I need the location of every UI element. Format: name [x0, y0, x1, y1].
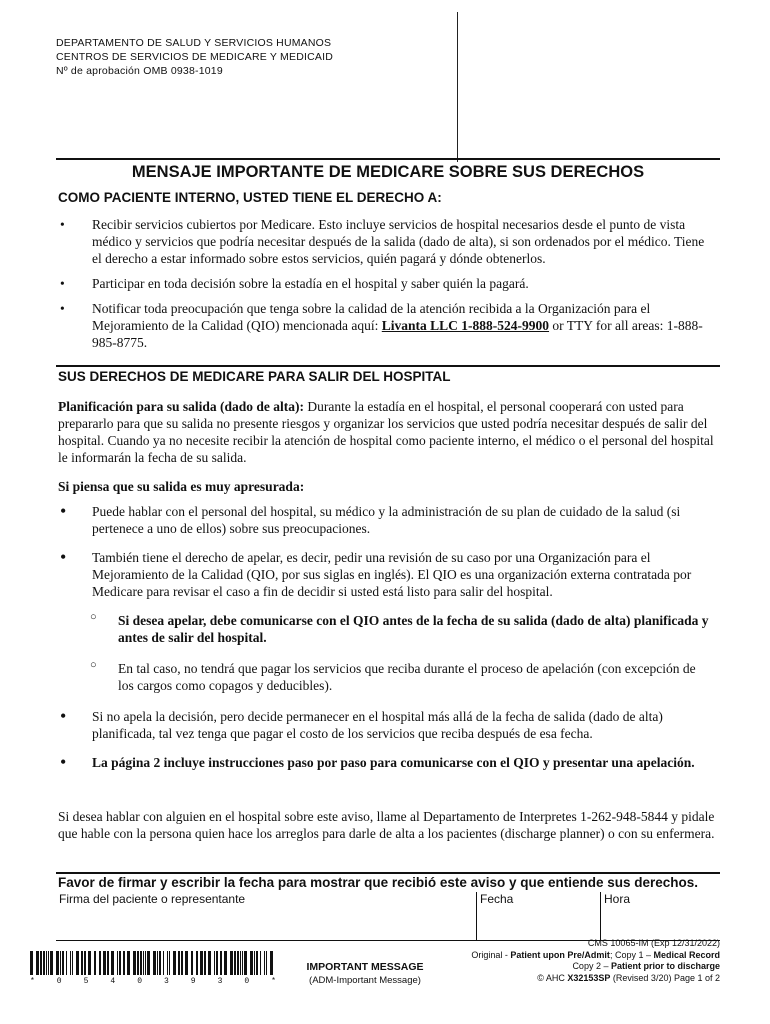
planning-paragraph — [58, 398, 718, 466]
section2-heading: SUS DERECHOS DE MEDICARE PARA SALIR DEL HOSPITAL — [58, 369, 451, 384]
bullet-icon: • — [60, 706, 67, 726]
date-field[interactable] — [476, 892, 604, 940]
bullet-text: Notificar toda preocupación que tenga sobre la calidad de la atención recibida a la Organización para el Mejoramiento de la Calidad (QIO) mencionada aquí: — [92, 301, 651, 333]
time-field[interactable] — [600, 892, 724, 940]
time-label: Hora — [604, 892, 631, 906]
signature-label: Firma del paciente o representante — [59, 892, 246, 906]
sub-bullet-text: En tal caso, no tendrá que pagar los servicios que reciba durante el proceso de apelación (con excepción de los cargos como copagos y deducibles). — [118, 661, 696, 693]
qio-contact: Livanta LLC 1-888-524-9900 — [381, 318, 550, 333]
bullet-text: También tiene el derecho de apelar, es decir, pedir una revisión de su caso por una Organización para el Mejoramiento de la Calidad (QIO, por sus siglas en inglés). El QIO es una organización externa contratada por Medicare para revisar el caso a fin de decidir si usted está listo para salir del hospital. — [92, 550, 692, 599]
bullet-text: Recibir servicios cubiertos por Medicare. Esto incluye servicios de hospital necesarios desde el punto de vista médico y servicios que podría necesitar después de la salida (dado de alta), si son ordenados por el médico. Tiene el derecho a estar informado sobre estos servicios, quién pagará y dónde obtenerlos. — [92, 217, 705, 266]
sub-list-item — [60, 612, 710, 646]
circle-bullet-icon: ○ — [90, 611, 97, 623]
omb-number: Nº de aprobación OMB 0938-1019 — [56, 65, 223, 77]
list-item — [60, 754, 710, 771]
agency-line-1: DEPARTAMENTO DE SALUD Y SERVICIOS HUMANOS — [56, 37, 332, 49]
list-item — [60, 216, 710, 267]
list-item — [60, 275, 710, 292]
list-item — [60, 503, 710, 537]
barcode-digit: 0 — [137, 977, 142, 986]
signature-field[interactable] — [56, 892, 479, 940]
list-item — [60, 300, 710, 351]
barcode-digits — [30, 977, 276, 986]
barcode-digit: * — [271, 977, 276, 986]
barcode-digit: 4 — [110, 977, 116, 986]
date-label: Fecha — [480, 892, 514, 906]
agency-line-2: CENTROS DE SERVICIOS DE MEDICARE Y MEDICAID — [56, 51, 333, 63]
section2-rule — [56, 365, 720, 367]
revision-line: © AHC X32153SP (Revised 3/20) Page 1 of 2 — [537, 972, 720, 983]
sub-bullet-text: Si desea apelar, debe comunicarse con el QIO antes de la fecha de su salida (dado de alta) planificada y antes de salir del hospital. — [118, 613, 709, 645]
signature-instruction: Favor de firmar y escribir la fecha para mostrar que recibió este aviso y que entiende sus derechos. — [58, 875, 699, 890]
bullet-icon: • — [60, 501, 67, 521]
bullet-text-tail: or TTY for all areas: 1-888-985-8775. — [92, 318, 703, 350]
barcode-digit: 5 — [83, 977, 89, 986]
bullet-icon: • — [60, 547, 67, 567]
hurry-heading: Si piensa que su salida es muy apresurada: — [58, 479, 305, 494]
important-message-sub: (ADM-Important Message) — [309, 975, 421, 986]
bullet-icon: • — [60, 301, 65, 316]
page-title: MENSAJE IMPORTANTE DE MEDICARE SOBRE SUS DERECHOS — [131, 163, 645, 181]
agency-header — [56, 36, 333, 78]
barcode-image — [30, 951, 276, 975]
bullet-text: La página 2 incluye instrucciones paso por paso para comunicarse con el QIO y presentar una apelación. — [92, 755, 695, 770]
copy-original: Original - Patient upon Pre/Admit; Copy 1 – Medical Record — [471, 949, 720, 960]
bullet-text: Participar en toda decisión sobre la estadía en el hospital y saber quién la pagará. — [92, 276, 529, 291]
contact-paragraph: Si desea hablar con alguien en el hospital sobre este aviso, llame al Departamento de Interpretes 1-262-948-5844 y pidale que hable con la persona quien hace los arreglos para darle de alta a los pacientes (discharge planner) o con su enfermera. — [58, 809, 715, 841]
barcode-digit: * — [30, 977, 35, 986]
section1-bullet-list — [60, 216, 710, 359]
sub-list-item — [60, 660, 710, 694]
bullet-text: Puede hablar con el personal del hospital, su médico y la administración de su plan de cuidado de la salud (si pertenece a uno de ellos) sobre sus preocupaciones. — [92, 504, 681, 536]
bullet-icon: • — [60, 217, 65, 232]
section1-heading: COMO PACIENTE INTERNO, USTED TIENE EL DERECHO A: — [58, 190, 442, 205]
important-message-label: IMPORTANT MESSAGE — [306, 961, 424, 973]
list-item — [60, 549, 710, 600]
bullet-icon: • — [60, 752, 67, 772]
planning-label: Planificación para su salida (dado de alta): — [58, 399, 305, 414]
barcode-digit: 0 — [244, 977, 250, 986]
circle-bullet-icon: ○ — [90, 659, 97, 671]
section2-bullet-list — [60, 503, 710, 779]
form-number: CMS 10065-IM (Exp 12/31/2022) — [587, 938, 720, 948]
barcode-digit: 0 — [56, 977, 62, 986]
barcode-digit: 9 — [190, 977, 196, 986]
bullet-text: Si no apela la decisión, pero decide permanecer en el hospital más allá de la fecha de salida (dado de alta) planificada, tal vez tenga que pagar el costo de los servicios que reciba después de esa fecha. — [92, 709, 663, 741]
signature-row — [56, 892, 720, 941]
copy-2: Copy 2 – Patient prior to discharge — [572, 961, 720, 971]
title-rule — [56, 158, 720, 160]
barcode-digit: 3 — [163, 977, 169, 986]
list-item — [60, 708, 710, 742]
vertical-divider — [457, 12, 458, 162]
planning-text: Durante la estadía en el hospital, el personal cooperará con usted para prepararlo para que su salida no presente riesgos y organizar los servicios que usted podría necesitar después de salir del hospital. Cuando ya no necesite recibir la atención de hospital como paciente interno, el médico o el personal del hospital le informarán la fecha de su salida. — [58, 399, 714, 465]
signature-rule — [56, 872, 720, 874]
barcode-digit: 3 — [217, 977, 223, 986]
bullet-icon: • — [60, 276, 65, 291]
form-identifier — [430, 938, 720, 984]
